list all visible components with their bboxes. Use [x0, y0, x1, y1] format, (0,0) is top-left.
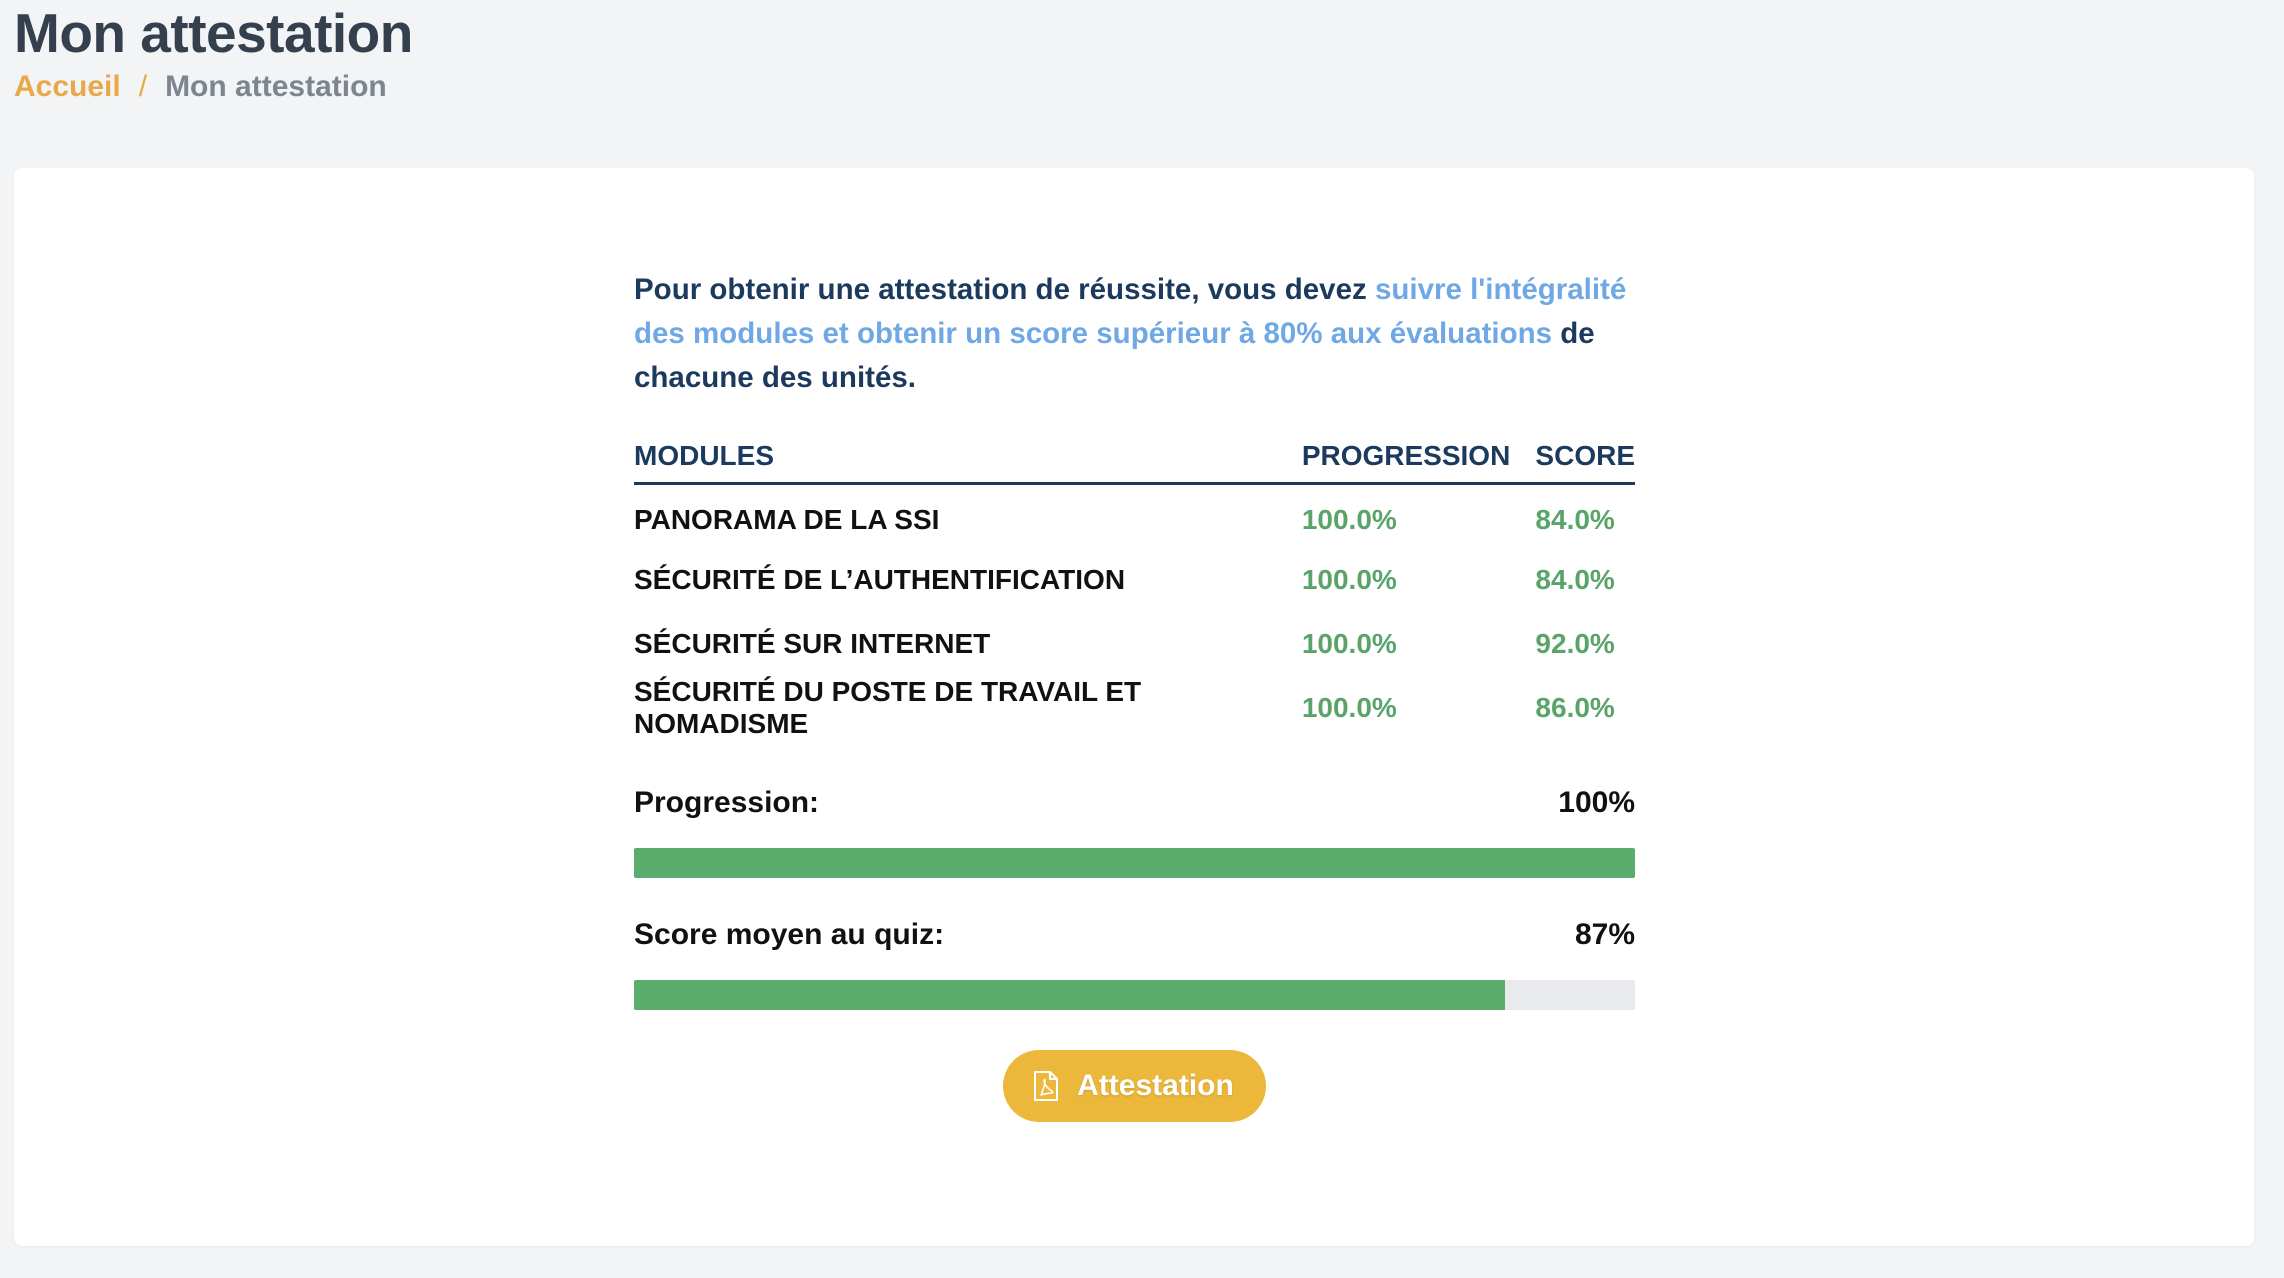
module-score: 86.0%: [1535, 691, 1615, 723]
module-score: 92.0%: [1535, 627, 1615, 659]
intro-text-part1: Pour obtenir une attestation de réussite, vous devez: [634, 273, 1375, 306]
attestation-card: [14, 168, 2254, 1246]
breadcrumb-home-link[interactable]: Accueil: [14, 70, 121, 103]
column-header-progression: PROGRESSION: [1302, 440, 1536, 484]
score-bar: [634, 980, 1635, 1010]
module-progression: 100.0%: [1301, 627, 1397, 659]
attestation-button-label: Attestation: [1077, 1068, 1234, 1102]
breadcrumb-current: Mon attestation: [165, 70, 387, 103]
progression-bar: [634, 848, 1635, 878]
intro-text: [634, 268, 1648, 400]
intro-text-part2: de chacune des unités.: [634, 317, 1595, 394]
score-bar-fill: [634, 980, 1505, 1010]
modules-table-header: [634, 440, 1635, 484]
breadcrumb: [14, 70, 413, 104]
module-progression: 100.0%: [1301, 691, 1397, 723]
table-row: [634, 612, 1635, 676]
progression-label: Progression:: [634, 785, 820, 819]
breadcrumb-separator: /: [138, 70, 148, 103]
modules-table: [634, 440, 1635, 740]
attestation-button[interactable]: [1003, 1050, 1266, 1122]
module-score: 84.0%: [1535, 563, 1615, 595]
module-progression: 100.0%: [1301, 563, 1397, 595]
column-header-score: SCORE: [1535, 440, 1635, 484]
score-label: Score moyen au quiz:: [634, 917, 945, 951]
table-row: [634, 484, 1635, 548]
button-wrapper: [634, 1050, 1635, 1122]
module-name: SÉCURITÉ DU POSTE DE TRAVAIL ET NOMADISME: [634, 675, 1142, 739]
progression-row: [634, 786, 1635, 820]
module-name: PANORAMA DE LA SSI: [634, 504, 940, 536]
table-row: [634, 548, 1635, 612]
page-title: Mon attestation: [14, 2, 413, 64]
score-value: 87%: [1574, 917, 1635, 951]
table-row: [634, 676, 1635, 740]
pdf-file-icon: [1033, 1070, 1059, 1102]
module-name: SÉCURITÉ DE L’AUTHENTIFICATION: [634, 563, 1126, 595]
module-name: SÉCURITÉ SUR INTERNET: [634, 627, 991, 659]
module-progression: 100.0%: [1301, 504, 1397, 536]
progression-bar-fill: [634, 848, 1635, 878]
progression-value: 100%: [1558, 785, 1635, 819]
column-header-modules: MODULES: [634, 440, 1302, 484]
module-score: 84.0%: [1535, 504, 1615, 536]
attestation-content: [634, 268, 1648, 1122]
score-row: [634, 918, 1635, 952]
intro-text-highlight: suivre l'intégralité des modules et obtenir un score supérieur à 80% aux évaluations: [634, 273, 1627, 350]
page-header: [14, 0, 413, 104]
